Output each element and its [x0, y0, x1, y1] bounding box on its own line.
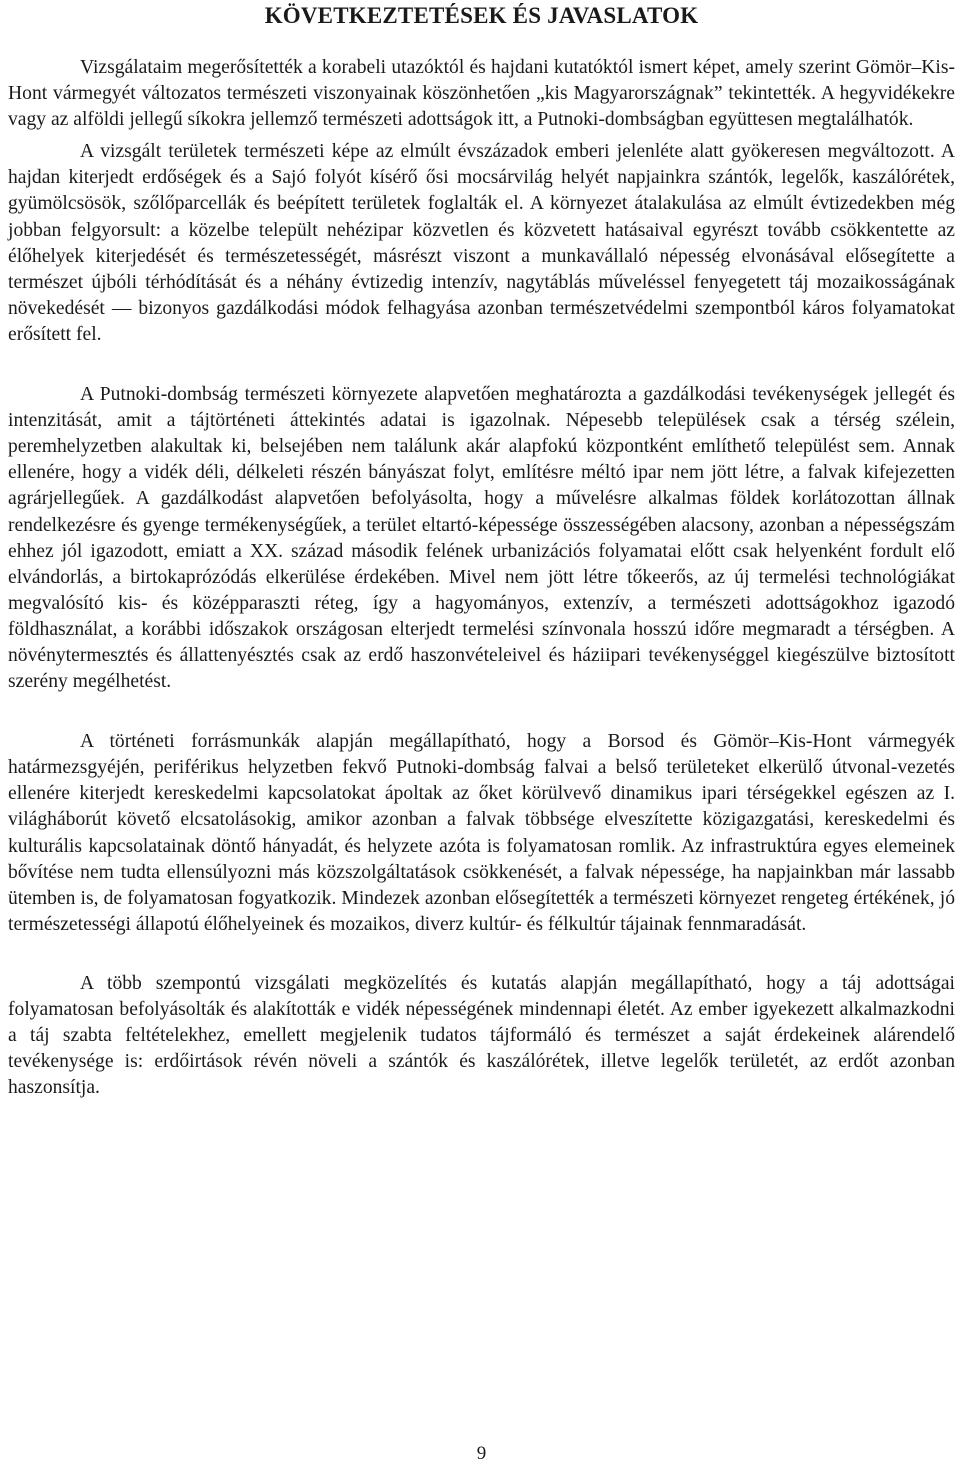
paragraph-4: A történeti forrásmunkák alapján megállapítható, hogy a Borsod és Gömör–Kis-Hont vármegyék határmezsgyéjén, periférikus helyzetben fekvő Putnoki-dombság falvai a belső területeket elkerülő útvonal-vezetés ellenére kiterjedt kereskedelmi kapcsolatokat ápoltak az őket körülvevő dinamikus ipari térségekkel egészen az I. világháborút követő elcsatolásokig, amikor azonban a falvak többsége elveszítette közigazgatási, kereskedelmi és kulturális kapcsolatainak döntő hányadát, és helyzete azóta is folyamatosan romlik. Az infrastruktúra egyes elemeinek bővítése nem tudta ellensúlyozni más közszolgáltatások csökkenését, a falvak népessége, ha napjainkban már lassabb ütemben is, de folyamatosan fogyatkozik. Mindezek azonban elősegítették a természeti környezet rengeteg értékének, jó természetességi állapotú élőhelyeinek és mozaikos, diverz kultúr- és félkultúr tájainak fennmaradását. [8, 731, 955, 935]
paragraph-3: A Putnoki-dombság természeti környezete alapvetően meghatározta a gazdálkodási tevékenységek jellegét és intenzitását, amit a tájtörténeti áttekintés adatai is igazolnak. Népesebb települések csak a térség szélein, peremhelyzetben alakultak ki, belsejében nem találunk akár alapfokú központként említhető települést sem. Annak ellenére, hogy a vidék déli, délkeleti részén bányászat folyt, említésre méltó ipar nem jött létre, a falvak kifejezetten agrárjellegűek. A gazdálkodást alapvetően befolyásolta, hogy a művelésre alkalmas földek korlátozottan állnak rendelkezésre és gyenge termékenységűek, a terület eltartó-képessége összességében alacsony, azonban a népességszám ehhez jól igazodott, emiatt a XX. század második felének urbanizációs folyamatai előtt csak helyenként fordult elő elvándorlás, a birtokaprózódás elkerülése érdekében. Mivel nem jött létre tőkeerős, az új termelési technológiákat megvalósító kis- és középparaszti réteg, így a hagyományos, extenzív, a természeti adottságokhoz igazodó földhasználat, a korábbi időszakok országosan elterjedt termelési színvonala hosszú időre megmaradt a térségben. A növénytermesztés és állattenyésztés csak az erdő haszonvételeivel és háziipari tevékenységgel kiegészülve biztosított szerény megélhetést. [8, 384, 955, 693]
document-body [8, 55, 955, 1101]
paragraph-1: Vizsgálataim megerősítették a korabeli utazóktól és hajdani kutatóktól ismert képet, amely szerint Gömör–Kis-Hont vármegyét változatos természeti viszonyainak köszönhetően „kis Magyarországnak” tekintették. A hegyvidékekre vagy az alföldi jellegű síkokra jellemző természeti adottságok itt, a Putnoki-dombságban együttesen megtalálhatók. [8, 57, 955, 131]
document-title: KÖVETKEZTETÉSEK ÉS JAVASLATOK [264, 3, 699, 28]
paragraph-2: A vizsgált területek természeti képe az elmúlt évszázadok emberi jelenléte alatt gyökeresen megváltozott. A hajdan kiterjedt erdőségek és a Sajó folyót kísérő ősi mocsárvilág helyét napjainkra szántók, legelők, kaszálórétek, gyümölcsösök, szőlőparcellák és beépített területek foglalták el. A környezet átalakulása az elmúlt évtizedekben még jobban felgyorsult: a közelbe települt nehézipar közvetlen és közvetett hatásaival egyrészt tovább csökkentette az élőhelyek kiterjedését és természetességét, másrészt viszont a munkavállaló népesség elvonásával elősegítette a természet újbóli térhódítását és a néhány évtizedig intenzív, nagytáblás műveléssel fenyegetett táj mozaikosságának növekedését — bizonyos gazdálkodási módok felhagyása azonban természetvédelmi szempontból káros folyamatokat erősített fel. [8, 141, 955, 345]
paragraph-5: A több szempontú vizsgálati megközelítés és kutatás alapján megállapítható, hogy a táj adottságai folyamatosan befolyásolták és alakították e vidék népességének mindennapi életét. Az ember igyekezett alkalmazkodni a táj szabta feltételekhez, emellett megjelenik tudatos tájformáló és természet a saját érdekeinek alárendelő tevékenysége is: erdőirtások révén növeli a szántók és kaszálórétek, illetve legelők területét, az erdőt azonban haszonsítja. [8, 972, 955, 1099]
document-page [8, 0, 955, 1468]
page-number: 9 [476, 1443, 487, 1464]
